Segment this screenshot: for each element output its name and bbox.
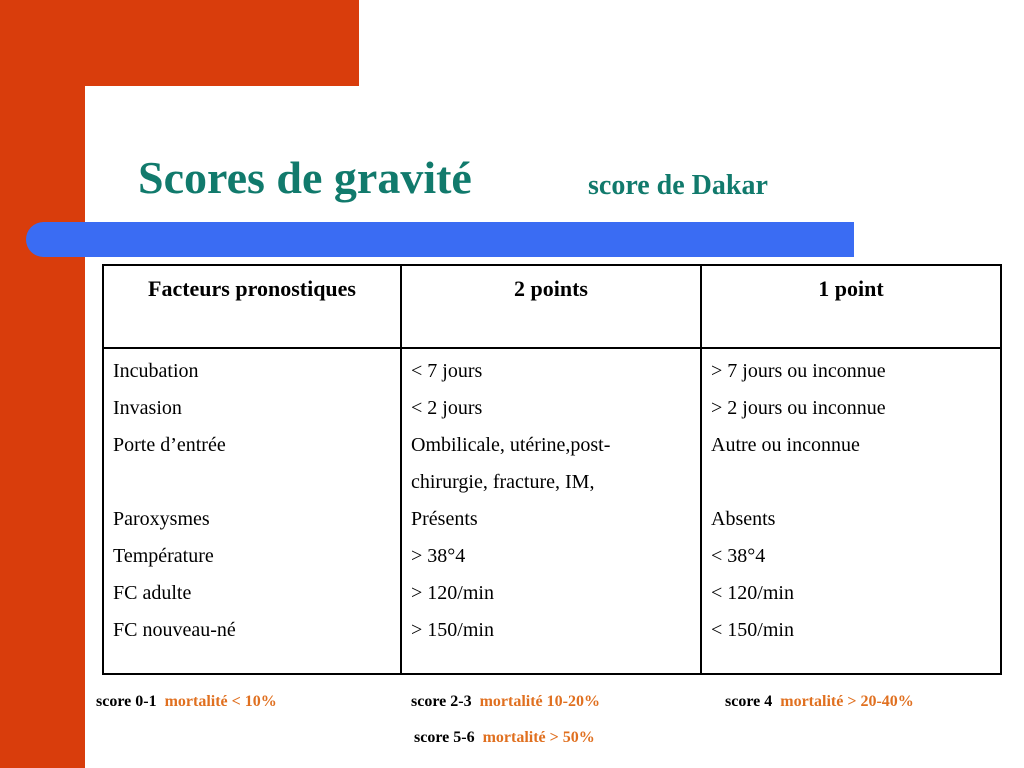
one-point-item: < 38°4 [711, 545, 766, 567]
one-point-item: Autre ou inconnue [711, 434, 860, 456]
orange-left-band [0, 0, 85, 768]
score-label: score 4 [725, 693, 773, 710]
factor-item: Invasion [113, 397, 182, 419]
factor-item: FC nouveau-né [113, 619, 236, 641]
factor-item: Incubation [113, 360, 199, 382]
table-header-row [103, 265, 1001, 348]
mortality-text: mortalité > 20-40% [780, 693, 914, 710]
one-point-item: < 150/min [711, 619, 794, 641]
one-point-item: Absents [711, 508, 776, 530]
mortality-text: mortalité 10-20% [479, 693, 600, 710]
two-points-item: Ombilicale, utérine,post- [411, 434, 611, 456]
factor-item: Porte d’entrée [113, 434, 226, 456]
header-1point: 1 point [701, 265, 1001, 348]
header-factors: Facteurs pronostiques [103, 265, 401, 348]
factor-item: Paroxysmes [113, 508, 210, 530]
two-points-item: > 38°4 [411, 545, 466, 567]
slide-title: Scores de gravité [138, 152, 472, 203]
header-2points: 2 points [401, 265, 701, 348]
spacer [711, 468, 992, 505]
one-point-item: > 7 jours ou inconnue [711, 360, 886, 382]
two-points-item: > 150/min [411, 619, 494, 641]
two-points-item: < 7 jours [411, 360, 483, 382]
factor-item: FC adulte [113, 582, 192, 604]
blue-divider-bar [26, 222, 854, 257]
score-5-6 [414, 728, 595, 748]
score-2-3 [411, 692, 600, 712]
one-point-item: > 2 jours ou inconnue [711, 397, 886, 419]
score-label: score 5-6 [414, 729, 475, 746]
two-points-cell [401, 348, 701, 674]
two-points-item: Présents [411, 508, 478, 530]
mortality-text: mortalité > 50% [482, 729, 595, 746]
one-point-item: < 120/min [711, 582, 794, 604]
mortality-text: mortalité < 10% [164, 693, 277, 710]
two-points-item: < 2 jours [411, 397, 483, 419]
factors-cell [103, 348, 401, 674]
score-0-1 [96, 692, 277, 712]
one-point-cell [701, 348, 1001, 674]
slide-subtitle: score de Dakar [588, 170, 768, 201]
score-table [102, 264, 1002, 675]
two-points-item: > 120/min [411, 582, 494, 604]
factor-item: Température [113, 545, 214, 567]
score-label: score 2-3 [411, 693, 472, 710]
table-row [103, 348, 1001, 674]
two-points-item: chirurgie, fracture, IM, [411, 471, 595, 493]
score-label: score 0-1 [96, 693, 157, 710]
spacer [113, 468, 392, 505]
score-4 [725, 692, 914, 712]
